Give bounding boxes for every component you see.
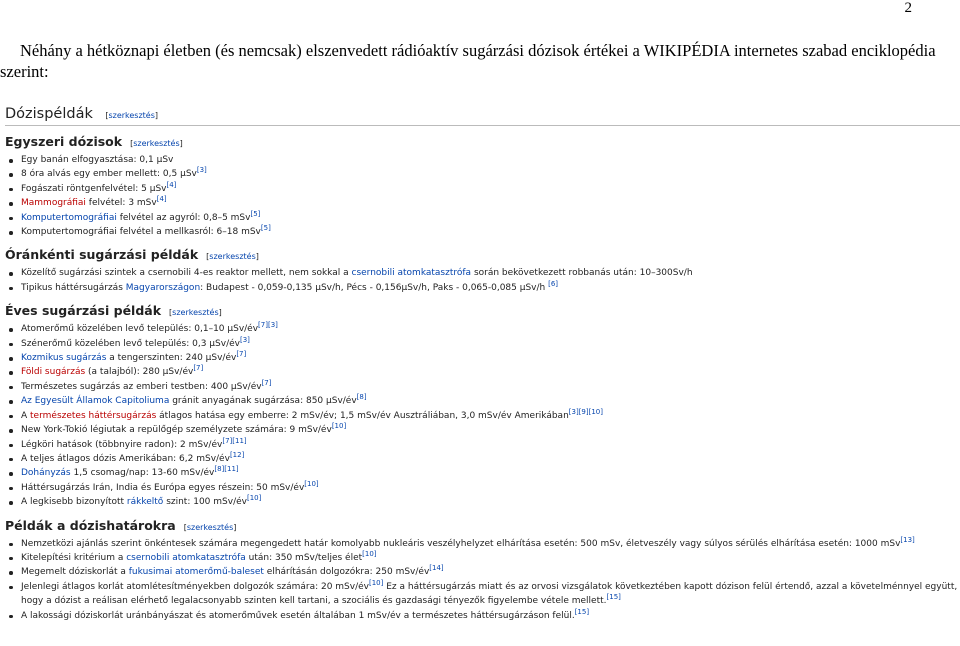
section-title: Óránkénti sugárzási példák — [5, 247, 199, 263]
list-item: A teljes átlagos dózis Amerikában: 6,2 mSv/év[12] — [21, 452, 960, 466]
sections-container — [5, 134, 960, 623]
list-item: Háttérsugárzás Irán, India és Európa egyes részein: 50 mSv/év[10] — [21, 481, 960, 495]
citation-ref[interactable]: [8] — [356, 393, 367, 402]
list-item: Közelítő sugárzási szintek a csernobili 4-es reaktor mellett, nem sokkal a csernobili atomkatasztrófa során bekövetkezett robbanás után: 10–300Sv/h — [21, 266, 960, 280]
wiki-link[interactable]: Komputertomográfiai — [21, 212, 117, 223]
list-item: Nemzetközi ajánlás szerint önkéntesek számára megengedett határ komolyabb nukleáris veszélyhelyzet elhárítása esetén: 500 mSv, életveszély vagy súlyos sérülés elhárítása esetén: 1000 mSv[13] — [21, 537, 960, 551]
list-item: Kozmikus sugárzás a tengerszinten: 240 μSv/év[7] — [21, 351, 960, 365]
missing-page-link[interactable]: természetes háttérsugárzás — [30, 410, 157, 421]
list-item: Fogászati röntgenfelvétel: 5 μSv[4] — [21, 182, 960, 196]
wiki-link[interactable]: csernobili atomkatasztrófa — [351, 268, 472, 279]
section-edit-link[interactable]: [szerkesztés] — [169, 308, 222, 318]
citation-ref[interactable]: [7][3] — [258, 321, 278, 330]
citation-ref[interactable]: [13] — [900, 535, 915, 544]
section-list — [5, 537, 960, 623]
list-item: Megemelt dóziskorlát a fukusimai atomerőmű-baleset elhárításán dolgozókra: 250 mSv/év[14] — [21, 565, 960, 579]
edit-label[interactable]: szerkesztés — [108, 111, 155, 120]
missing-page-link[interactable]: Mammográfiai — [21, 198, 86, 209]
citation-ref[interactable]: [4] — [166, 180, 177, 189]
citation-ref[interactable]: [10] — [304, 479, 319, 488]
edit-label[interactable]: szerkesztés — [209, 252, 256, 262]
list-item: Földi sugárzás (a talajból): 280 μSv/év[7] — [21, 365, 960, 379]
section-title: Egyszeri dózisok — [5, 134, 123, 149]
citation-ref[interactable]: [6] — [548, 279, 559, 288]
page-number: 2 — [904, 0, 912, 16]
list-item: Természetes sugárzás az emberi testben: 400 μSv/év[7] — [21, 380, 960, 394]
edit-link[interactable]: [szerkesztés] — [105, 111, 159, 120]
section-heading — [5, 303, 960, 318]
list-item: Dohányzás 1,5 csomag/nap: 13-60 mSv/év[8][11] — [21, 466, 960, 480]
wiki-link[interactable]: fukusimai atomerőmű-baleset — [128, 567, 264, 578]
edit-label[interactable]: szerkesztés — [186, 522, 234, 532]
main-heading-title: Dózispéldák — [5, 106, 93, 122]
citation-ref[interactable]: [15] — [606, 593, 621, 602]
list-item: Légköri hatások (többnyire radon): 2 mSv/év[7][11] — [21, 438, 960, 452]
wiki-link[interactable]: Dohányzás — [21, 468, 71, 479]
citation-ref[interactable]: [3] — [196, 166, 207, 175]
citation-ref[interactable]: [5] — [260, 224, 271, 233]
citation-ref[interactable]: [12] — [229, 450, 245, 459]
list-item: Az Egyesült Államok Capitoliuma gránit anyagának sugárzása: 850 μSv/év[8] — [21, 394, 960, 408]
list-item: Tipikus háttérsugárzás Magyarországon: Budapest - 0,059-0,135 μSv/h, Pécs - 0,156μSv/h, Paks - 0,065-0,085 μSv/h [6] — [21, 281, 960, 295]
citation-ref[interactable]: [14] — [429, 564, 444, 573]
list-item: Atomerőmű közelében levő település: 0,1–10 μSv/év[7][3] — [21, 322, 960, 336]
wiki-link[interactable]: rákkeltő — [126, 497, 164, 508]
section-list — [5, 153, 960, 239]
section-list — [5, 322, 960, 509]
list-item: A természetes háttérsugárzás átlagos hatása egy emberre: 2 mSv/év; 1,5 mSv/év Ausztráliában, 3,0 mSv/év Amerikában[3][9][10] — [21, 409, 960, 423]
intro-paragraph: Néhány a hétköznapi életben (és nemcsak) elszenvedett rádióaktív sugárzási dózisok értékei a WIKIPÉDIA internetes szabad enciklopédia szerint: — [0, 41, 936, 81]
citation-ref[interactable]: [7] — [236, 350, 247, 359]
list-item: A lakossági dóziskorlát uránbányászat és atomerőművek esetén általában 1 mSv/év a természetes háttérsugárzáson felül.[15] — [21, 609, 960, 623]
citation-ref[interactable]: [10] — [246, 494, 262, 503]
citation-ref[interactable]: [10] — [331, 422, 347, 431]
citation-ref[interactable]: [7][11] — [222, 436, 247, 445]
section-heading — [5, 247, 960, 262]
list-item: New York-Tokió légiutak a repülőgép személyzete számára: 9 mSv/év[10] — [21, 423, 960, 437]
citation-ref[interactable]: [10] — [369, 578, 384, 587]
list-item: A legkisebb bizonyított rákkeltő szint: 100 mSv/év[10] — [21, 495, 960, 509]
section-title: Éves sugárzási példák — [5, 303, 162, 319]
list-item: Jelenlegi átlagos korlát atomlétesítményekben dolgozók számára: 20 mSv/év[10] Ez a háttérsugárzás miatt és az orvosi vizsgálatok következtében kapott dózison felül értendő, azzal a követelménnyel együtt, hogy a dózist a reálisan elérhető legalacsonyabb szinten kell tartani, a szociális és gazdasági tényezők figyelembe vétele mellett.[15] — [21, 580, 960, 609]
section-edit-link[interactable]: [szerkesztés] — [130, 139, 183, 148]
edit-label[interactable]: szerkesztés — [133, 139, 180, 148]
citation-ref[interactable]: [7] — [261, 378, 272, 387]
section-heading — [5, 134, 960, 149]
list-item: Komputertomográfiai felvétel a mellkasról: 6–18 mSv[5] — [21, 225, 960, 239]
wiki-link[interactable]: Az Egyesült Államok Capitoliuma — [21, 396, 170, 407]
main-heading — [5, 106, 960, 126]
citation-ref[interactable]: [5] — [250, 209, 261, 218]
missing-page-link[interactable]: Földi sugárzás — [21, 367, 86, 378]
wiki-link[interactable]: csernobili atomkatasztrófa — [126, 552, 246, 563]
citation-ref[interactable]: [3][9][10] — [568, 407, 603, 416]
section-title: Példák a dózishatárokra — [5, 517, 176, 533]
wiki-link[interactable]: Magyarországon — [125, 282, 201, 293]
section-list — [5, 266, 960, 295]
citation-ref[interactable]: [7] — [193, 364, 204, 373]
section-heading — [5, 518, 960, 533]
citation-ref[interactable]: [3] — [239, 335, 250, 344]
citation-ref[interactable]: [10] — [362, 549, 377, 558]
list-item: Egy banán elfogyasztása: 0,1 μSv — [21, 153, 960, 167]
list-item: 8 óra alvás egy ember mellett: 0,5 μSv[3] — [21, 167, 960, 181]
citation-ref[interactable]: [8][11] — [214, 465, 239, 474]
list-item: Mammográfiai felvétel: 3 mSv[4] — [21, 196, 960, 210]
list-item: Szénerőmű közelében levő település: 0,3 μSv/év[3] — [21, 337, 960, 351]
citation-ref[interactable]: [4] — [156, 195, 167, 204]
wiki-link[interactable]: Kozmikus sugárzás — [21, 353, 107, 364]
edit-label[interactable]: szerkesztés — [172, 308, 219, 318]
citation-ref[interactable]: [15] — [574, 607, 590, 616]
section-edit-link[interactable]: [szerkesztés] — [183, 522, 237, 532]
list-item: Komputertomográfiai felvétel az agyról: 0,8–5 mSv[5] — [21, 211, 960, 225]
section-edit-link[interactable]: [szerkesztés] — [206, 252, 259, 262]
wiki-screenshot — [5, 106, 960, 623]
list-item: Kitelepítési kritérium a csernobili atomkatasztrófa után: 350 mSv/teljes élet[10] — [21, 551, 960, 565]
